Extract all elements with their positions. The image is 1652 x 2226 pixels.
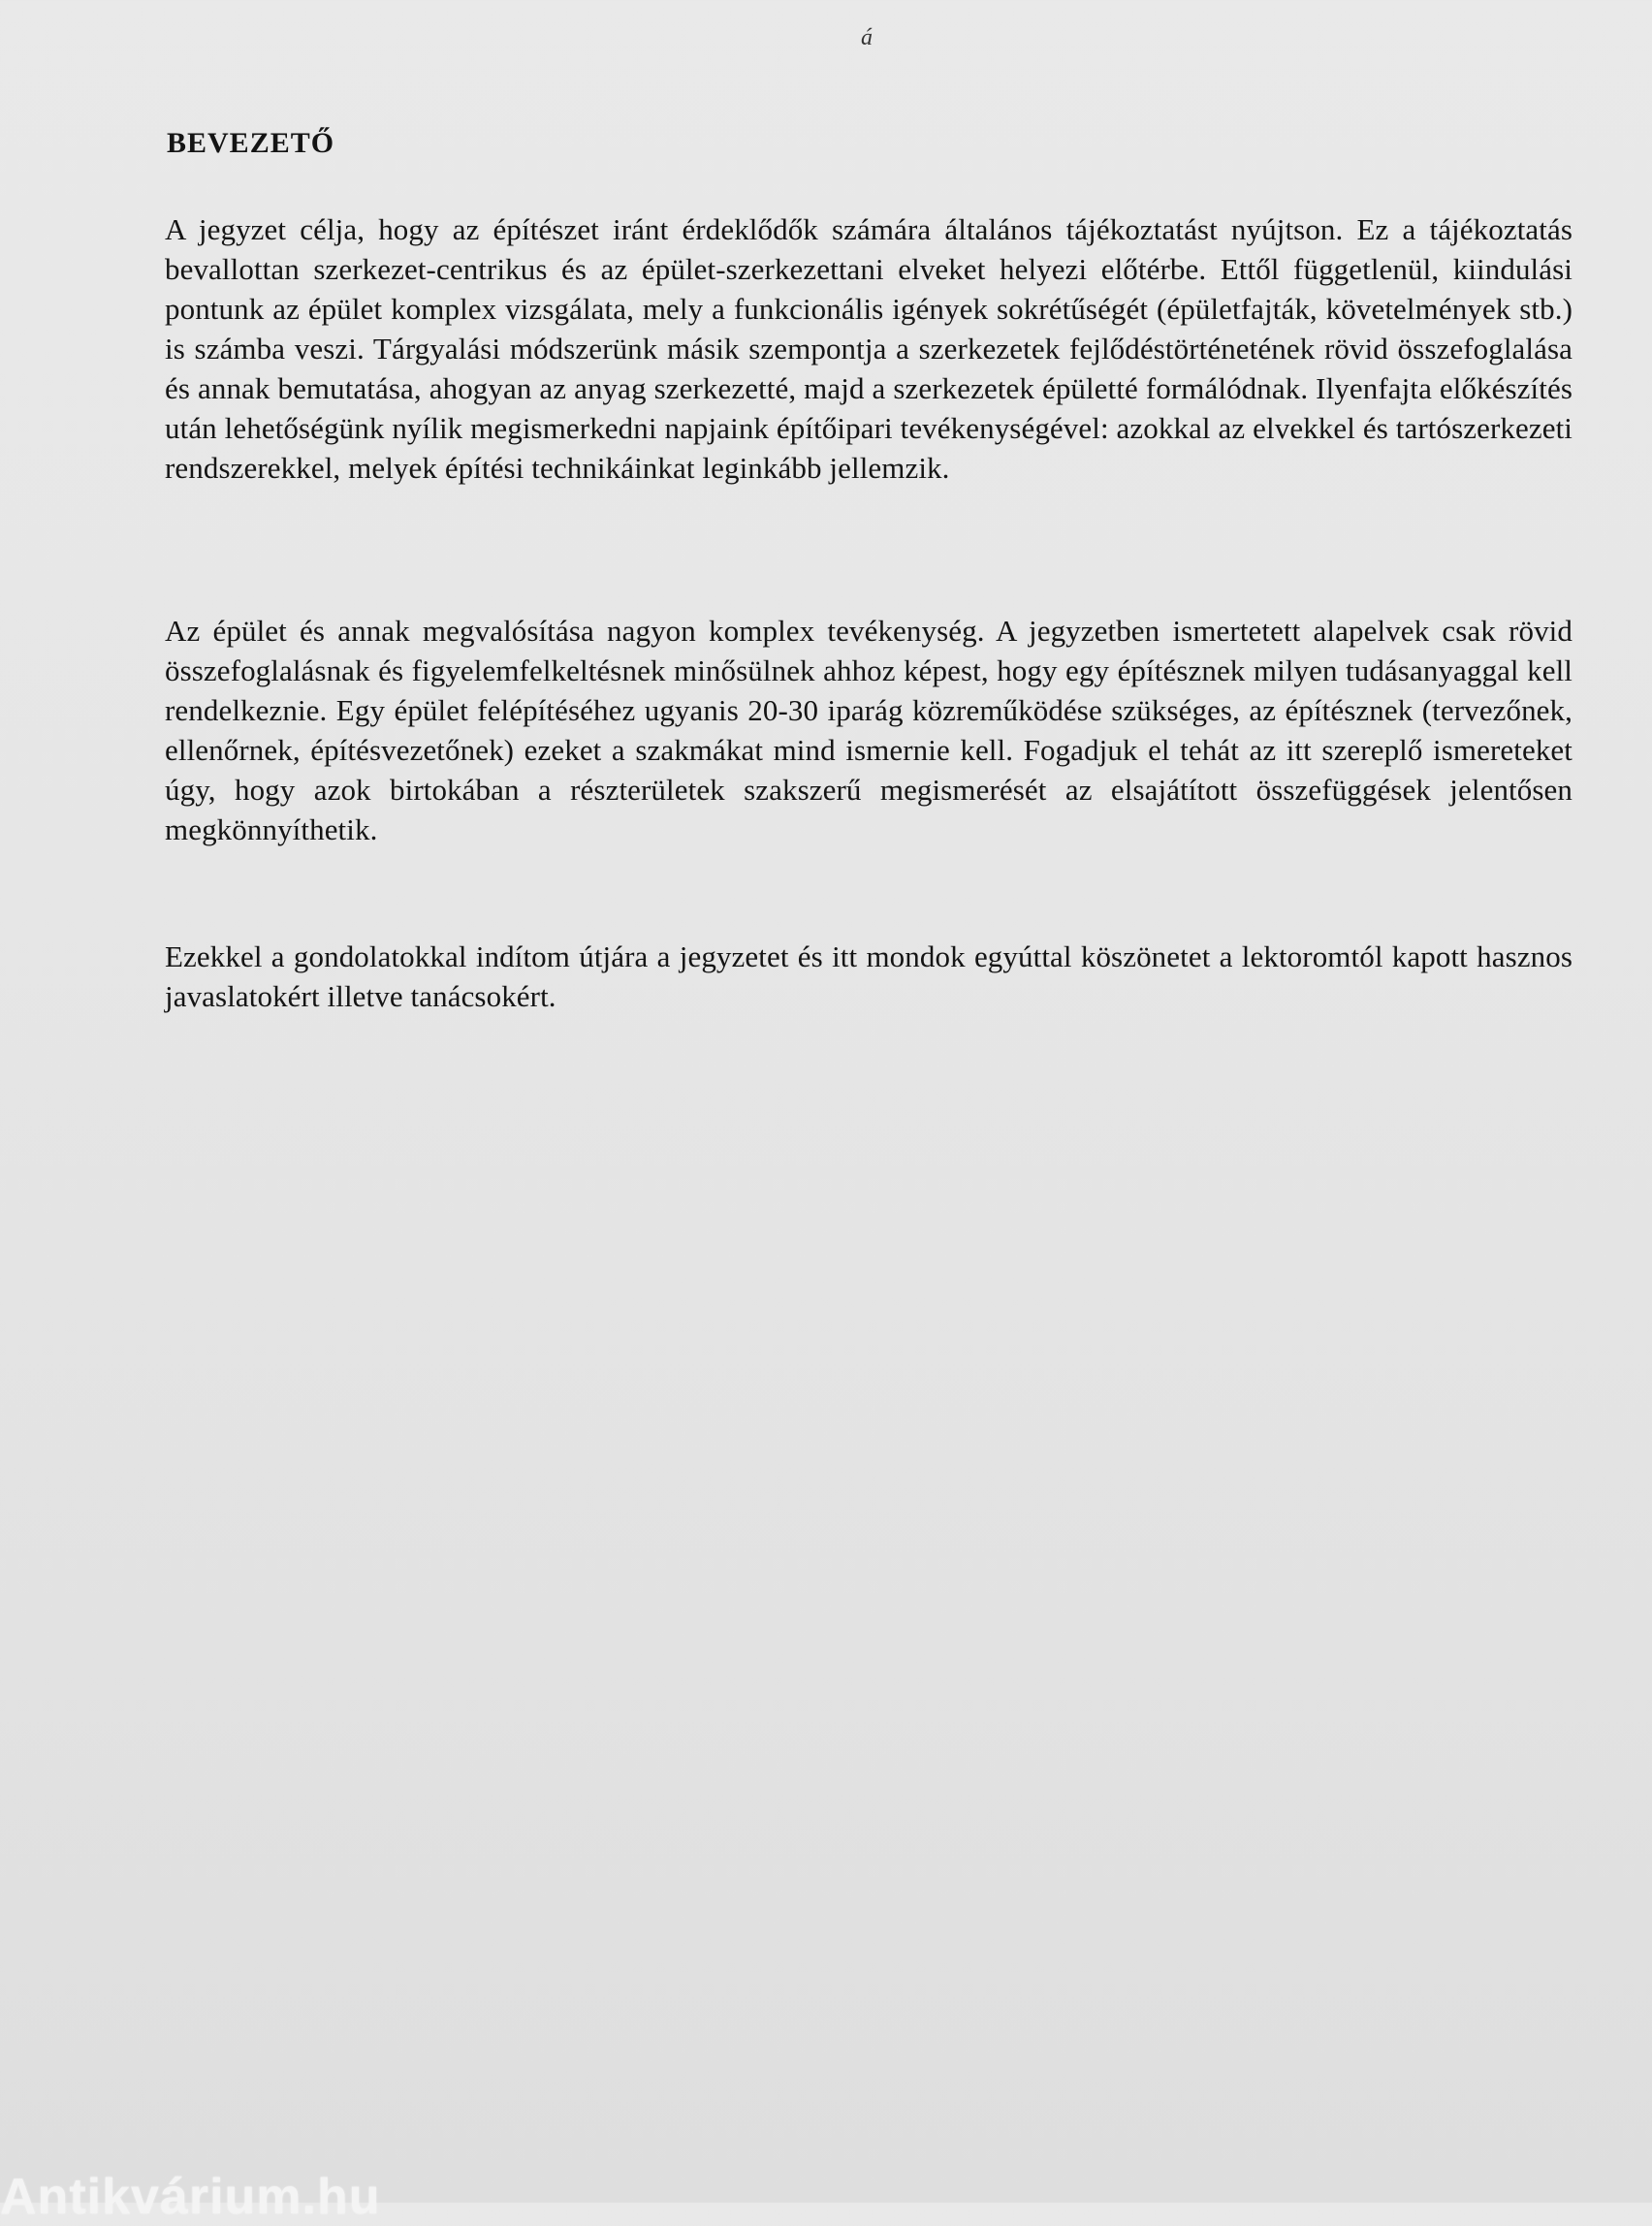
page-mark: á (861, 25, 873, 50)
watermark: Antikvárium.hu (0, 2169, 381, 2225)
paragraph-3: Ezekkel a gondolatokkal indítom útjára a jegyzetet és itt mondok egyúttal köszönetet a lektoromtól kapott hasznos javaslatokért illetve tanácsokért. (165, 939, 1573, 1013)
section-heading: BEVEZETŐ (167, 127, 335, 159)
paragraph-2: Az épület és annak megvalósítása nagyon komplex tevékenység. A jegyzetben ismertetett alapelvek csak rövid összefoglalásnak és figyelemfelkeltésnek minősülnek ahhoz képest, hogy egy építésznek milyen tudásanyaggal kell rendelkeznie. Egy épület felépítéséhez ugyanis 20-30 iparág közreműködése szükséges, az építésznek (tervezőnek, ellenőrnek, építésvezetőnek) ezeket a szakmákat mind ismernie kell. Fogadjuk el tehát az itt szereplő ismereteket úgy, hogy azok birtokában a részterületek szakszerű megismerését az elsajátított összefüggések jelentősen megkönnyíthetik. (165, 614, 1573, 846)
paragraph-1: A jegyzet célja, hogy az építészet iránt érdeklődők számára általános tájékoztatást nyújtson. Ez a tájékoztatás bevallottan szerkezet-centrikus és az épület-szerkezettani elveket helyezi előtérbe. Ettől függetlenül, kiindulási pontunk az épület komplex vizsgálata, mely a funkcionális igények sokrétűségét (épületfajták, követelmények stb.) is számba veszi. Tárgyalási módszerünk másik szempontja a szerkezetek fejlődéstörténetének rövid összefoglalása és annak bemutatása, ahogyan az anyag szerkezetté, majd a szerkezetek épületté formálódnak. Ilyenfajta előkészítés után lehetőségünk nyílik megismerkedni napjaink építőipari tevékenységével: azokkal az elvekkel és tartószerkezeti rendszerekkel, melyek építési technikáinkat leginkább jellemzik. (165, 212, 1573, 485)
